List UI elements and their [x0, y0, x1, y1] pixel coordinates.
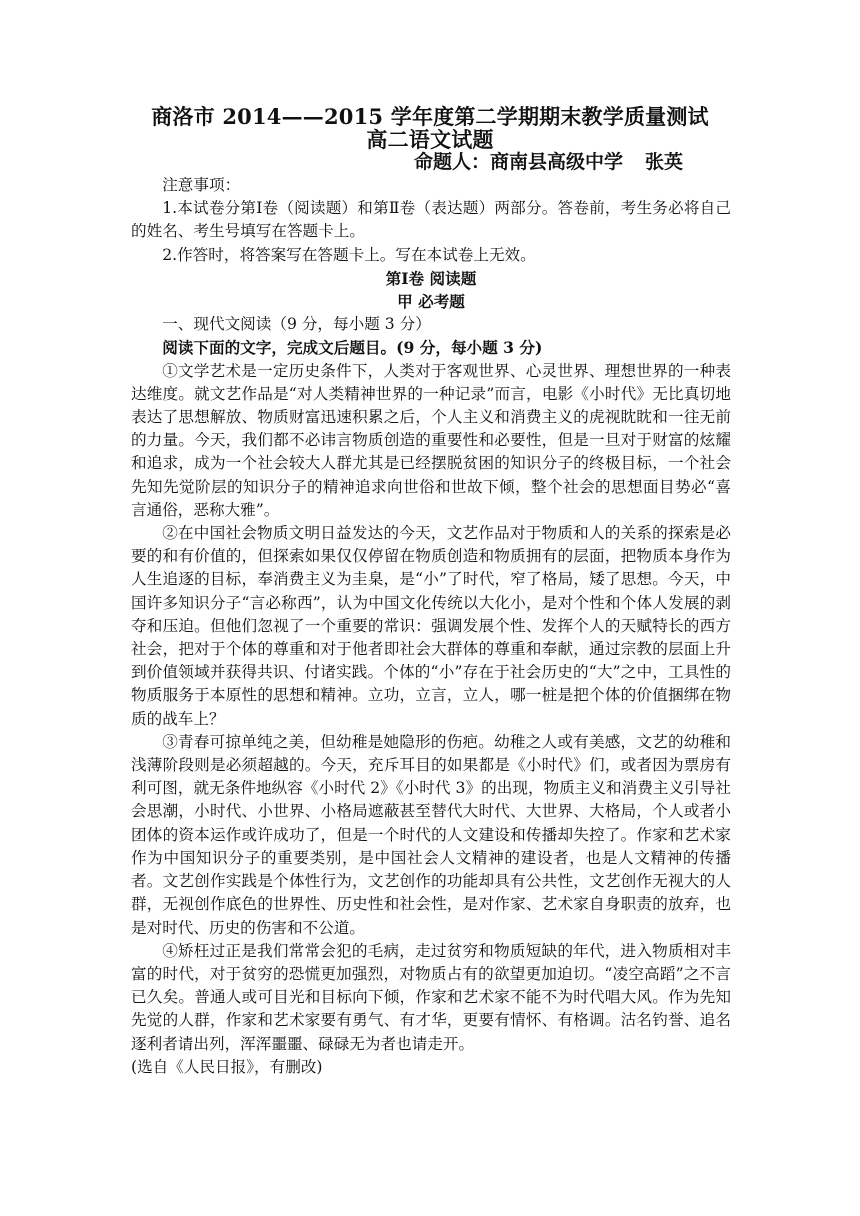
exam-title: 商洛市 2014——2015 学年度第二学期期末教学质量测试 — [151, 104, 709, 129]
notes-item-1: 1.本试卷分第Ⅰ卷（阅读题）和第Ⅱ卷（表达题）两部分。答卷前，考生务必将自己的姓名、考生号填写在答题卡上。 — [131, 199, 731, 241]
reading-instruction: 阅读下面的文字，完成文后题目。(9 分，每小题 3 分) — [162, 338, 543, 358]
notes-heading: 注意事项： — [162, 176, 241, 194]
exam-body — [131, 174, 731, 1079]
question-heading: 一、现代文阅读（9 分，每小题 3 分） — [162, 315, 431, 334]
notes-item-2: 2.作答时，将答案写在答题卡上。写在本试卷上无效。 — [162, 245, 536, 264]
exam-subtitle: 高二语文试题 — [366, 127, 494, 152]
volume-title: 第Ⅰ卷 阅读题 — [385, 268, 477, 288]
passage-paragraph-4: ④矫枉过正是我们常常会犯的毛病，走过贫穷和物质短缺的年代，进入物质相对丰富的时代，对于贫穷的恐慌更加强烈，对物质占有的欲望更加迫切。“凌空高蹈”之不言已久矣。普通人或可目光和目标向下倾，作家和艺术家不能不为时代唱大风。作为先知先觉的人群，作家和艺术家要有勇气、有才华，更要有情怀、有格调。沽名钓誉、追名逐利者请出列，浑浑噩噩、碌碌无为者也请走开。 — [131, 941, 731, 1053]
passage-paragraph-1: ①文学艺术是一定历史条件下，人类对于客观世界、心灵世界、理想世界的一种表达维度。就文艺作品是“对人类精神世界的一种记录”而言，电影《小时代》无比真切地表达了思想解放、物质财富迅速积累之后，个人主义和消费主义的虎视眈眈和一往无前的力量。今天，我们都不必讳言物质创造的重要性和必要性，但是一旦对于财富的炫耀和追求，成为一个社会较大人群尤其是已经摆脱贫困的知识分子的终极目标，一个社会先知先觉阶层的知识分子的精神追求向世俗和世故下倾，整个社会的思想面目势必“喜言通俗，恶称大雅”。 — [131, 361, 731, 519]
author-line — [414, 150, 683, 174]
passage-paragraph-2: ②在中国社会物质文明日益发达的今天，文艺作品对于物质和人的关系的探索是必要的和有价值的，但探索如果仅仅停留在物质创造和物质拥有的层面，把物质本身作为人生追逐的目标，奉消费主义为圭臬，是“小”了时代，窄了格局，矮了思想。今天，中国许多知识分子“言必称西”，认为中国文化传统以大化小，是对个性和个体人发展的剥夺和压迫。但他们忽视了一个重要的常识：强调发展个性、发挥个人的天赋特长的西方社会，把对于个体的尊重和对于他者即社会大群体的尊重和奉献，通过宗教的层面上升到价值领域并获得共识、付诸实践。个体的“小”存在于社会历史的“大”之中，工具性的物质服务于本原性的思想和精神。立功，立言，立人，哪一桩是把个体的价值捆绑在物质的战车上？ — [131, 524, 731, 728]
part-title: 甲 必考题 — [397, 292, 465, 312]
passage-paragraph-3: ③青春可掠单纯之美，但幼稚是她隐形的伤疤。幼稚之人或有美感，文艺的幼稚和浅薄阶段则是必须超越的。今天，充斥耳目的如果都是《小时代》们，或者因为票房有利可图，就无条件地纵容《小时代 2》《小时代 3》的出现，物质主义和消费主义引导社会思潮，小时代、小世界、小格局遮蔽甚至替代大时代、大世界、大格局，个人或者小团体的资本运作或许成功了，但是一个时代的人文建设和传播却失控了。作家和艺术家作为中国知识分子的重要类别，是中国社会人文精神的建设者，也是人文精神的传播者。文艺创作实践是个体性行为，文艺创作的功能却具有公共性，文艺创作无视大的人群，无视创作底色的世界性、历史性和社会性，是对作家、艺术家自身职责的放弃，也是对时代、历史的伤害和不公道。 — [131, 732, 731, 937]
passage-source: (选自《人民日报》，有删改) — [131, 1057, 323, 1076]
author-name: 张英 — [645, 151, 684, 173]
author-label: 命题人：商南县高级中学 — [414, 151, 624, 173]
